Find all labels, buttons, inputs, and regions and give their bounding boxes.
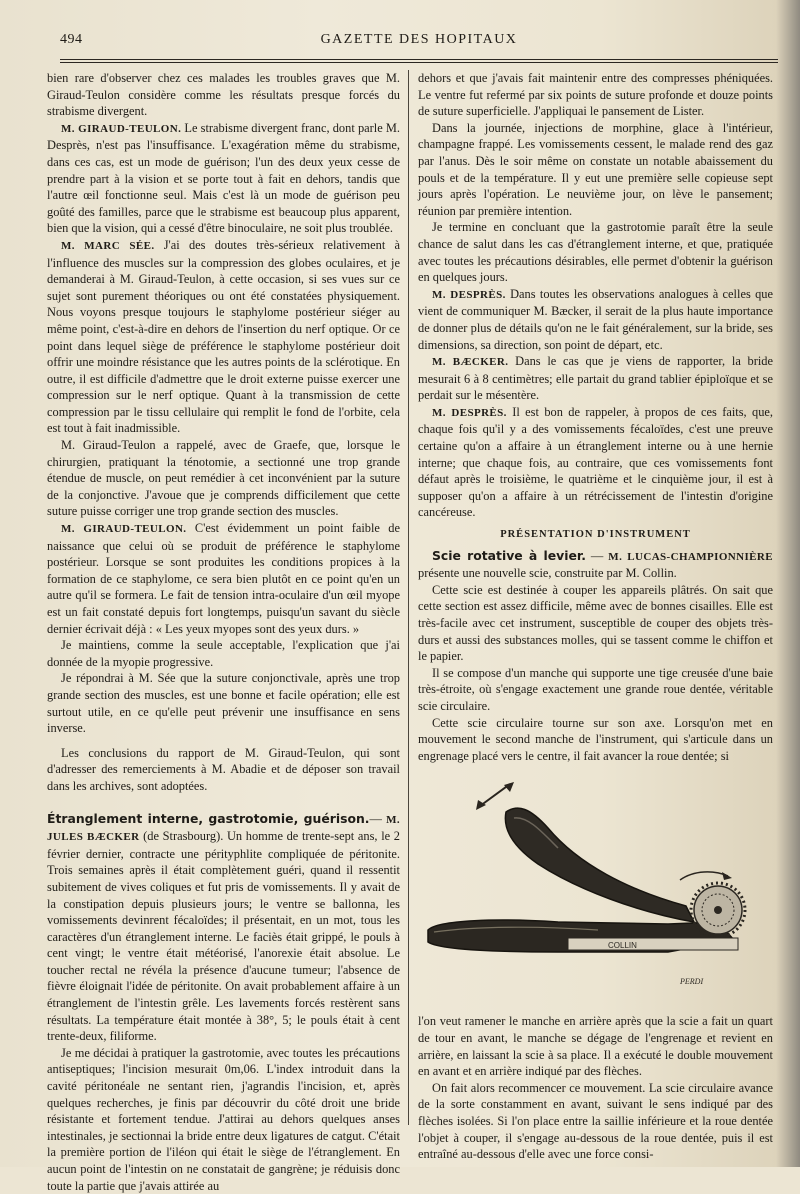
- dash: —: [585, 548, 609, 563]
- dash: —: [369, 811, 387, 826]
- paragraph: [418, 286, 773, 353]
- paragraph: Je maintiens, comme la seule acceptable, l'explication que j'ai donnée de la myopie progressive.: [47, 638, 400, 669]
- spacer: [47, 795, 400, 811]
- paragraph: [47, 520, 400, 637]
- paragraph: Cette scie est destinée à couper les appareils plâtrés. On sait que cette section est assez difficile, même avec de bonnes cisailles. Elle est très-facile avec cet instrument, susceptible de couper des objets très-durs et aussi des substances molles, qui se tassent comme le chiffon et le papier.: [418, 582, 773, 664]
- speaker-name: M. GIRAUD-TEULON.: [61, 122, 182, 135]
- paragraph: Je répondrai à M. Sée que la suture conjonctivale, après une trop grande section des muscles, est une bonne et facile opération; elle est surtout utile, en ce qu'elle peut prévenir une insuffisance en sens inverse.: [47, 671, 400, 736]
- article-title: Étranglement interne, gastrotomie, guérison.: [47, 810, 370, 826]
- column-divider: [408, 70, 409, 1125]
- article-title: Scie rotative à levier.: [432, 547, 586, 563]
- speaker-name: M. DESPRÈS.: [432, 406, 507, 419]
- direction-arrow-icon: [476, 782, 514, 810]
- left-column: [47, 70, 400, 1194]
- paragraph: [418, 404, 773, 521]
- paragraph: bien rare d'observer chez ces malades les troubles graves que M. Giraud-Teulon considère comme les résultats presque forcés du strabisme divergent.: [47, 71, 400, 119]
- paragraph: [47, 237, 400, 437]
- paragraph: Je me décidai à pratiquer la gastrotomie, avec toutes les précautions antiseptiques; l'incision mesurait 0m,06. L'index introduit dans la cavité péritonéale ne sentant rien, j'agrandis l'incision, et, après quelques recherches, je finis par découvrir du côté droit une bride résistante et fortement tendue. J'attirai au dehors quelques anses intestinales, je sectionnai la bride entre deux ligatures de catgut. C'était la première portion de l'iléon qui était le siège de l'étranglement. En aucun point de l'intestin on ne constatait de gangrène; je réduisis donc toute la partie que j'avais attirée au: [47, 1045, 400, 1193]
- paragraph: Il se compose d'un manche qui supporte une tige creusée d'une baie très-étroite, où s'engage exactement une grande roue dentée, véritable scie circulaire.: [418, 665, 773, 713]
- speaker-name: M. MARC SÉE.: [61, 239, 155, 252]
- paragraph: dehors et que j'avais fait maintenir entre des compresses phéniquées. Le ventre fut refermé par six points de suture profonde et douze points de suture superficielle. J'appliquai le pansement de Lister.: [418, 71, 773, 119]
- paragraph: Cette scie circulaire tourne sur son axe. Lorsqu'on met en mouvement le second manche de l'instrument, qui s'articule dans un engrenage placé vers le centre, il fait avancer la roue dentée; si: [418, 715, 773, 763]
- paragraph-text: Dans le cas que je viens de rapporter, la bride mesurait 6 à 8 centimètres; elle partait du grand tablier épiploïque et se perdait sur le mésentère.: [418, 354, 774, 403]
- right-column: [418, 70, 773, 1163]
- header-rule: [60, 59, 778, 63]
- paragraph: On fait alors recommencer ce mouvement. La scie circulaire avance de la sorte constamment en avant, suivant le sens indiqué par des flèches isolées. Si l'on place entre la saillie inférieure et la roue dentée l'objet à couper, il s'engage au-dessous de la roue dentée, puis il est entraîné au-dessous d'elle avec une force consi-: [418, 1080, 773, 1162]
- page-number: 494: [60, 32, 83, 47]
- paragraph: [47, 120, 400, 237]
- paragraph-text: Dans toutes les observations analogues à celles que vient de communiquer M. Bæcker, il serait de la plus haute importance de donner plus de détails qu'on ne le fait généralement, sur la bride, ses dimensions, sa direction, son point de départ, etc.: [418, 286, 773, 352]
- speaker-name: M. LUCAS-CHAMPIONNIÈRE: [608, 550, 773, 563]
- rotary-saw-engraving: [418, 772, 773, 1007]
- engraver-signature: PERDI: [680, 977, 704, 987]
- paragraph-text: (de Strasbourg). Un homme de trente-sept ans, le 2 février dernier, contracte une pérityphlite compliquée de péritonite. Trois semaines après il était complètement guéri, quand il ressentit subitement de vives coliques et fut pris de vomissements. Il y avait de la constipation depuis plusieurs jours; le ventre se ballonna, les vomissements devinrent fécaloïdes; il présentait, en un mot, tous les caractères d'un étranglement interne. Le faciès était grippé, le pouls à cent vingt; le ventre était météorisé, l'anorexie était absolue. Le toucher rectal ne révéla la présence d'aucune tumeur; l'absence de fièvre éloignait l'idée de péritonite. On avait probablement affaire à un étranglement de l'intestin grêle. Les lavements forcés restèrent sans résultats. La température était montée à 38°, 5; le pouls était à cent trente-deux, filiforme.: [47, 829, 400, 1044]
- paragraph: l'on veut ramener le manche en arrière après que la scie a fait un quart de tour en avant, le manche se dégage de l'engrenage et revient en arrière, en laissant la scie à sa place. Il a exécuté le double mouvement en avant et en arrière indiqué par des flèches.: [418, 1014, 773, 1079]
- speaker-name: M. BÆCKER.: [432, 356, 509, 369]
- paragraph: Je termine en concluant que la gastrotomie paraît être la seule chance de salut dans les cas d'étranglement interne, et que, pratiquée avec toutes les précautions désirables, elle permet d'obtenir la guérison en quelques jours.: [418, 220, 773, 285]
- journal-title: GAZETTE DES HOPITAUX: [320, 32, 518, 47]
- paragraph-text: J'ai des doutes très-sérieux relativement à l'influence des muscles sur la compression des globes oculaires, et je demanderai à M. Giraud-Teulon, à cette occasion, si ses vues sur ce sujet sont purement théoriques ou ont été constatées physiquement. Nous voyons presque toujours le staphylome postérieur siéger au même point, c'est-à-dire en dehors de l'insertion du nerf optique. Or ce point dans lequel siège de préférence le staphylome postérieur doit offrir une moindre résistance que les autres points de la sclérotique. En outre, il est difficile d'admettre que le droit externe puisse exercer une compression sur le nerf optique. Quant à la transmission de cette compression par le tissu cellulaire qui remplit le fond de l'orbite, cela est tout à fait inadmissible.: [47, 237, 400, 436]
- article-intro: [418, 548, 773, 582]
- spacer: [47, 737, 400, 745]
- paragraph: M. Giraud-Teulon a rappelé, avec de Graefe, que, lorsque le chirurgien, pratiquant la ténotomie, a sectionné une trop grande étendue de muscle, on peut remédier à cet inconvénient par la suture de la conjonctive. J'avoue que je comprends difficilement que cette suture puisse corriger une trop grande section des muscles.: [47, 438, 400, 519]
- rotation-arrow-icon: [680, 872, 728, 880]
- paragraph: Dans la journée, injections de morphine, glace à l'intérieur, champagne frappé. Les vomissements cessent, le malade rend des gaz par l'anus. Dès le soir même on constate un notable abaissement du pouls et de la température. Il y eut une première selle copieuse sept jours après l'opération. Le neuvième jour, on lève le pansement; réunion par première intention.: [418, 120, 773, 218]
- paragraph: Les conclusions du rapport de M. Giraud-Teulon, qui sont d'adresser des remerciements à M. Abadie et de déposer son travail dans les archives, sont adoptées.: [47, 745, 400, 793]
- paragraph: [418, 353, 773, 404]
- maker-mark: COLLIN: [608, 941, 637, 951]
- saw-illustration: [418, 772, 773, 1007]
- paragraph-text: Le strabisme divergent franc, dont parle M. Desprès, n'est pas l'insuffisance. L'exagération même du strabisme, dans ces cas, est un mode de guérison; l'un des deux yeux cesse de prendre part à la vision et se porte tout à fait en dehors, tandis que l'autre œil fonctionne seul. Mais c'est là un mode de guérison peu goûté des familles, parce que le strabisme est beaucoup plus apparent, bien que la vision, qui a cessé d'être binoculaire, ne soit plus troublée.: [47, 120, 400, 236]
- page-header: [60, 30, 778, 52]
- article-intro: [47, 811, 400, 1045]
- speaker-name: M. DESPRÈS.: [432, 288, 506, 301]
- section-heading: PRÉSENTATION D'INSTRUMENT: [500, 529, 691, 541]
- paragraph-text: Il est bon de rappeler, à propos de ces faits, que, chaque fois qu'il y a des vomissements fécaloïdes, c'est une preuve certaine qu'on a affaire à un étranglement interne ou à une hernie interne; que chaque fois, au contraire, que ces vomissements font défaut après le troisième, le quatrième et le cinquième jour, il est à supposer qu'on a affaire à un rétrécissement de l'intestin d'origine cancéreuse.: [418, 404, 773, 520]
- paragraph-text: présente une nouvelle scie, construite par M. Collin.: [418, 566, 677, 581]
- paragraph-text: C'est évidemment un point faible de naissance que celui où se produit de préférence le staphylome postérieur. Lorsque se sont produites les conditions propices à la formation de ce staphylome, ce sera bien plutôt en ce point qu'en un autre qu'il se formera. Le fait de tension intra-oculaire d'un œil myope est un fait constaté depuis fort longtemps, puisqu'un savant du siècle dernier écrivait déjà : « Les yeux myopes sont des yeux durs. »: [47, 521, 400, 636]
- speaker-name: M. JULES BÆCKER: [47, 813, 400, 844]
- blade-bar: [568, 938, 738, 950]
- speaker-name: M. GIRAUD-TEULON.: [61, 523, 187, 536]
